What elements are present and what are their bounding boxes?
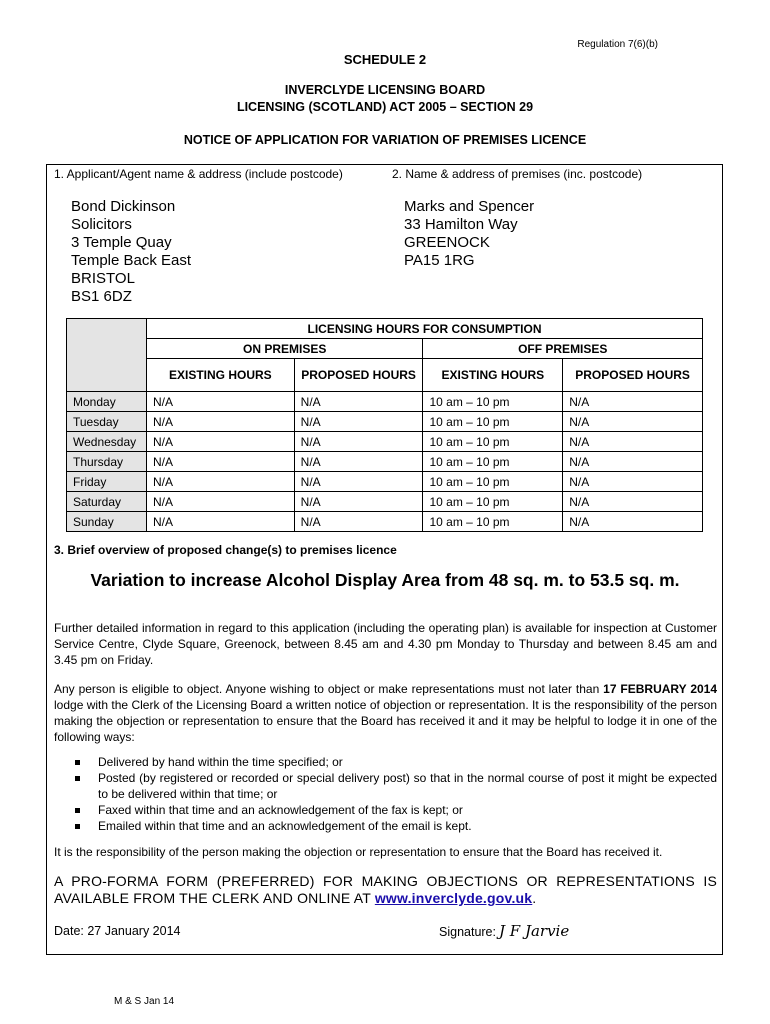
bullet-icon [54, 802, 98, 818]
day-cell: Thursday [67, 452, 147, 472]
on-existing-cell: N/A [146, 452, 294, 472]
on-existing-cell: N/A [146, 392, 294, 412]
overview-headline: Variation to increase Alcohol Display Area from 48 sq. m. to 53.5 sq. m. [90, 570, 680, 590]
day-cell: Tuesday [67, 412, 147, 432]
notice-title: NOTICE OF APPLICATION FOR VARIATION OF PREMISES LICENCE [183, 133, 587, 147]
on-existing-cell: N/A [146, 412, 294, 432]
on-proposed-cell: N/A [294, 412, 423, 432]
on-proposed-cell: N/A [294, 492, 423, 512]
overview-label: 3. Brief overview of proposed change(s) to premises licence [54, 543, 397, 557]
date-field: Date: 27 January 2014 [54, 924, 181, 938]
off-existing-cell: 10 am – 10 pm [423, 472, 563, 492]
on-proposed-cell: N/A [294, 452, 423, 472]
off-proposed-cell: N/A [563, 452, 703, 472]
off-proposed-cell: N/A [563, 432, 703, 452]
address-line: Temple Back East [71, 252, 192, 269]
act-title: LICENSING (SCOTLAND) ACT 2005 – SECTION 29 [236, 100, 534, 114]
signature: J F Jarvie [498, 922, 570, 940]
bullet-icon [54, 770, 98, 802]
address-line: Solicitors [71, 216, 132, 233]
premises-address [404, 198, 534, 270]
address-line: 33 Hamilton Way [404, 216, 518, 233]
address-line: Bond Dickinson [71, 198, 176, 215]
on-existing-header: EXISTING HOURS [146, 359, 294, 392]
signature-label: Signature: [439, 925, 496, 939]
regulation-reference: Regulation 7(6)(b) [577, 39, 658, 50]
list-item: Faxed within that time and an acknowledgement of the fax is kept; or [54, 802, 717, 818]
off-existing-cell: 10 am – 10 pm [423, 512, 563, 532]
objection-paragraph [54, 681, 717, 745]
off-proposed-cell: N/A [563, 472, 703, 492]
table-corner [67, 319, 147, 392]
off-existing-cell: 10 am – 10 pm [423, 412, 563, 432]
address-line: Marks and Spencer [404, 198, 535, 215]
on-existing-cell: N/A [146, 492, 294, 512]
table-title: LICENSING HOURS FOR CONSUMPTION [146, 319, 702, 339]
address-line: 3 Temple Quay [71, 234, 172, 251]
schedule-title: SCHEDULE 2 [343, 52, 427, 67]
applicant-label: 1. Applicant/Agent name & address (include postcode) [54, 167, 343, 181]
on-proposed-cell: N/A [294, 512, 423, 532]
day-cell: Sunday [67, 512, 147, 532]
on-proposed-cell: N/A [294, 432, 423, 452]
on-existing-cell: N/A [146, 432, 294, 452]
table-row [67, 512, 703, 532]
off-existing-cell: 10 am – 10 pm [423, 392, 563, 412]
day-cell: Saturday [67, 492, 147, 512]
off-premises-header: OFF PREMISES [423, 339, 703, 359]
premises-label: 2. Name & address of premises (inc. postcode) [392, 167, 643, 181]
day-cell: Wednesday [67, 432, 147, 452]
delivery-methods-list [54, 754, 717, 834]
off-existing-cell: 10 am – 10 pm [423, 492, 563, 512]
on-proposed-cell: N/A [294, 472, 423, 492]
proforma-text: A PRO-FORMA FORM (PREFERRED) FOR MAKING OBJECTIONS OR REPRESENTATIONS IS AVAILABLE FROM THE CLERK AND ONLINE AT [54, 873, 717, 906]
on-existing-cell: N/A [146, 512, 294, 532]
list-item: Delivered by hand within the time specified; or [54, 754, 717, 770]
objection-text-start: Any person is eligible to object. Anyone wishing to object or make representations must not later than [54, 682, 604, 696]
objection-deadline: 17 FEBRUARY 2014 [603, 682, 718, 696]
responsibility-paragraph: It is the responsibility of the person making the objection or representation to ensure that the Board has received it. [54, 845, 663, 859]
applicant-address [71, 198, 191, 306]
on-proposed-header: PROPOSED HOURS [294, 359, 423, 392]
off-existing-cell: 10 am – 10 pm [423, 432, 563, 452]
table-row [67, 492, 703, 512]
list-item: Emailed within that time and an acknowledgement of the email is kept. [54, 818, 717, 834]
proforma-paragraph: A PRO-FORMA FORM (PREFERRED) FOR MAKING OBJECTIONS OR REPRESENTATIONS IS AVAILABLE FROM THE CLERK AND ONLINE AT www.inverclyde.gov.uk. [54, 873, 717, 906]
signature-field [439, 922, 569, 940]
on-existing-cell: N/A [146, 472, 294, 492]
off-proposed-cell: N/A [563, 392, 703, 412]
licensing-hours-table [66, 318, 703, 532]
day-cell: Friday [67, 472, 147, 492]
document-reference: M & S Jan 14 [114, 996, 175, 1007]
address-line: BRISTOL [71, 270, 135, 287]
address-line: BS1 6DZ [71, 288, 132, 305]
off-proposed-header: PROPOSED HOURS [563, 359, 703, 392]
off-existing-header: EXISTING HOURS [423, 359, 563, 392]
list-item: Posted (by registered or recorded or special delivery post) so that in the normal course of post it might be expected to be delivered within that time; or [54, 770, 717, 802]
bullet-icon [54, 754, 98, 770]
inverclyde-website-link[interactable]: www.inverclyde.gov.uk [374, 890, 533, 906]
table-row [67, 472, 703, 492]
off-existing-cell: 10 am – 10 pm [423, 452, 563, 472]
bullet-icon [54, 818, 98, 834]
off-proposed-cell: N/A [563, 412, 703, 432]
table-row [67, 392, 703, 412]
info-paragraph: Further detailed information in regard to this application (including the operating plan) is available for inspection at Customer Service Centre, Clyde Square, Greenock, between 8.45 am and 4.30 pm Monday to Thursday and between 8.45 am and 3.45 pm on Friday. [54, 621, 717, 667]
day-cell: Monday [67, 392, 147, 412]
table-row [67, 432, 703, 452]
off-proposed-cell: N/A [563, 492, 703, 512]
on-proposed-cell: N/A [294, 392, 423, 412]
objection-text-end: lodge with the Clerk of the Licensing Board a written notice of objection or representation. It is the responsibility of the person making the objection or representation to ensure that the Board has received it and it may be helpful to lodge it in one of the following ways: [54, 698, 717, 744]
table-row [67, 452, 703, 472]
address-line: PA15 1RG [404, 252, 475, 269]
on-premises-header: ON PREMISES [146, 339, 423, 359]
board-title: INVERCLYDE LICENSING BOARD [284, 83, 486, 97]
table-row [67, 412, 703, 432]
off-proposed-cell: N/A [563, 512, 703, 532]
address-line: GREENOCK [404, 234, 490, 251]
